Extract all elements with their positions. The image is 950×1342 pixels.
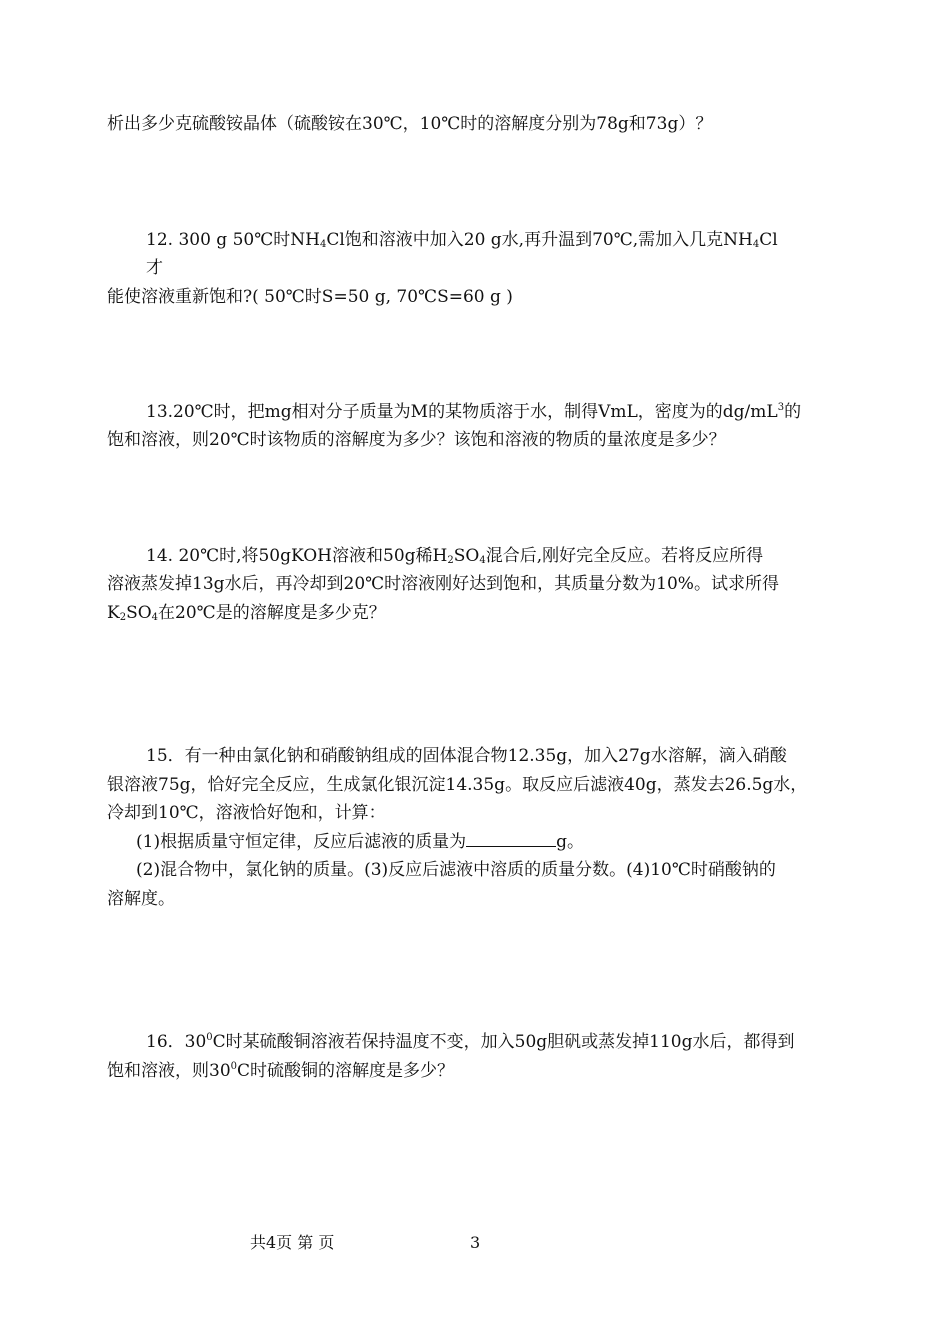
text-segment: 在20℃是的溶解度是多少克？ (158, 603, 386, 623)
text-segment: 16．30 (146, 1032, 207, 1052)
text-segment: Cl饱和溶液中加入20 g水,再升温到70℃,需加入几克NH (326, 230, 753, 250)
superscript: 0 (230, 1061, 238, 1072)
footer-page-info: 共4页 第 页 (250, 1233, 335, 1252)
text-segment: K (107, 603, 120, 623)
text-segment: 饱和溶液，则30 (107, 1061, 231, 1081)
problem-15-line-6: 溶解度。 (107, 889, 175, 909)
text-segment: (1)根据质量守恒定律，反应后滤液的质量为 (136, 832, 467, 852)
text-segment: C时某硫酸铜溶液若保持温度不变，加入50g胆矾或蒸发掉110g水后，都得到 (212, 1032, 795, 1052)
problem-11-line-1: 析出多少克硫酸铵晶体（硫酸铵在30℃，10℃时的溶解度分别为78g和73g）？ (107, 114, 713, 134)
text-segment: 混合后,刚好完全反应。若将反应所得 (485, 546, 764, 566)
text-segment: 12. 300 g 50℃时NH (146, 230, 320, 250)
superscript: 0 (206, 1032, 213, 1043)
problem-16-line-2 (107, 1060, 454, 1082)
problem-16-line-1 (146, 1031, 795, 1053)
superscript: 3 (777, 402, 785, 413)
text-segment: C时硫酸铜的溶解度是多少？ (237, 1061, 455, 1081)
problem-14-line-1 (146, 545, 763, 567)
subscript: 4 (479, 555, 486, 566)
subscript: 2 (447, 555, 454, 566)
subscript: 4 (752, 239, 760, 250)
problem-12-line-3: 能使溶液重新饱和?( 50℃时S=50 g, 70℃S=60 g ) (107, 287, 513, 307)
problem-14-line-3 (107, 602, 386, 624)
problem-13-line-2: 饱和溶液，则20℃时该物质的溶解度为多少？该饱和溶液的物质的量浓度是多少？ (107, 430, 726, 450)
problem-14-line-2: 溶液蒸发掉13g水后，再冷却到20℃时溶液刚好达到饱和，其质量分数为10%。试求所得 (107, 574, 779, 594)
text-segment: Cl (759, 230, 778, 250)
problem-15-line-1: 15．有一种由氯化钠和硝酸钠组成的固体混合物12.35g，加入27g水溶解，滴入硝酸 (146, 746, 787, 766)
problem-15-line-4 (136, 831, 584, 853)
answer-blank (466, 831, 556, 847)
subscript: 2 (119, 612, 127, 623)
subscript: 4 (151, 612, 159, 623)
text-segment: SO (126, 603, 152, 623)
text-segment: g。 (556, 832, 584, 852)
problem-15-line-2: 银溶液75g，恰好完全反应，生成氯化银沉淀14.35g。取反应后滤液40g，蒸发去26.5g水， (107, 775, 808, 795)
footer-page-number: 3 (470, 1233, 481, 1252)
problem-12-line-2: 才 (146, 258, 163, 278)
problem-15-line-3: 冷却到10℃，溶液恰好饱和，计算： (107, 803, 386, 823)
text-segment: SO (453, 546, 480, 566)
problem-13-line-1 (146, 401, 801, 423)
problem-15-line-5: (2)混合物中，氯化钠的质量。(3)反应后滤液中溶质的质量分数。(4)10℃时硝酸钠的 (136, 860, 776, 880)
text-segment: 13.20℃时，把mg相对分子质量为M的某物质溶于水，制得VmL，密度为的dg/mL (146, 402, 778, 422)
problem-12-line-1 (146, 229, 778, 251)
text-segment: 的 (784, 402, 802, 422)
text-segment: 14. 20℃时,将50gKOH溶液和50g稀H (146, 546, 448, 566)
subscript: 4 (319, 239, 327, 250)
